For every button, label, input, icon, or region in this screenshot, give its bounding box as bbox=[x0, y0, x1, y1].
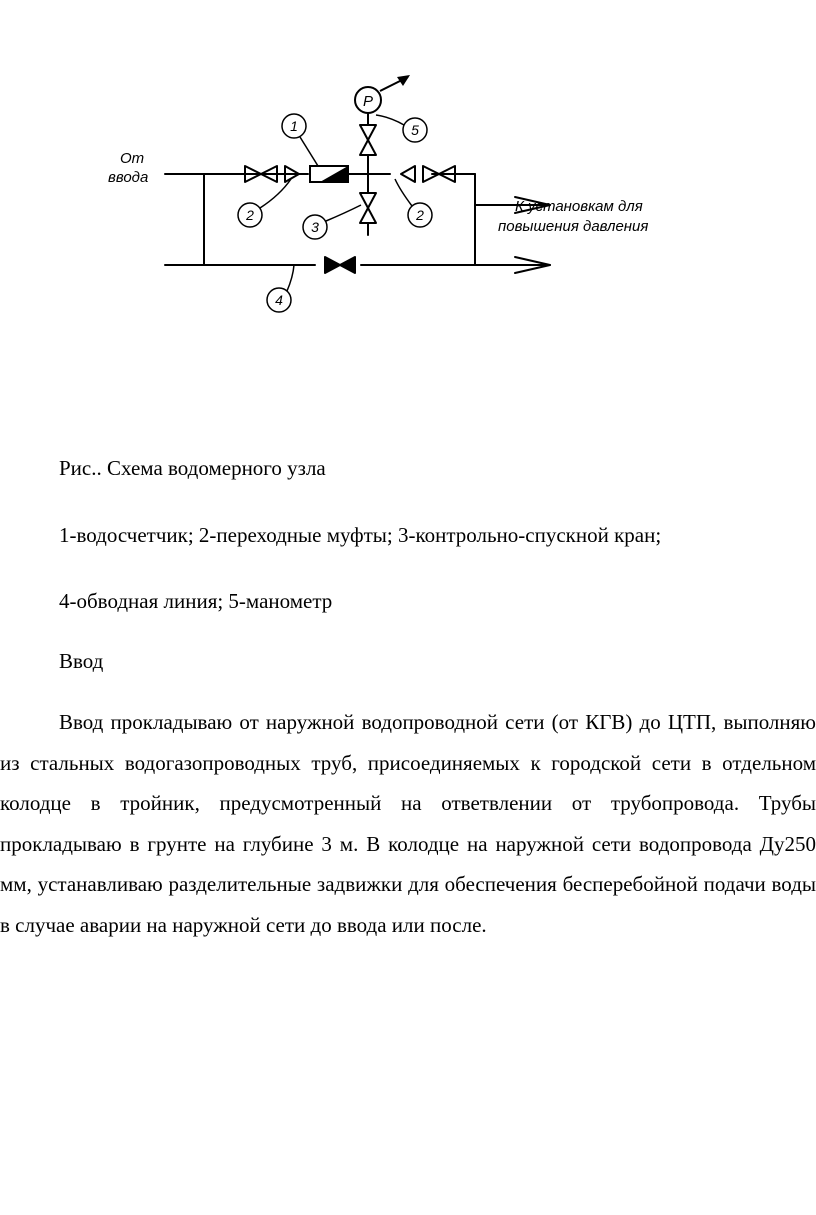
bypass-valve-half-b bbox=[340, 257, 355, 273]
drain-valve-bottom bbox=[360, 208, 376, 223]
water-meter-icon bbox=[310, 166, 348, 182]
figure-legend-line-1: 1-водосчетчик; 2-переходные муфты; 3-контрольно-спускной кран; bbox=[59, 523, 662, 547]
callout-number-2-right: 2 bbox=[416, 207, 424, 223]
label-to-line2: повышения давления bbox=[498, 218, 649, 235]
callout-number-5: 5 bbox=[411, 122, 419, 138]
section-heading: Ввод bbox=[59, 649, 104, 673]
callout-leader-1 bbox=[300, 137, 318, 166]
figure-legend-line-2: 4-обводная линия; 5-манометр bbox=[59, 589, 333, 613]
coupling-right-icon bbox=[401, 166, 415, 182]
body-paragraph: Ввод прокладываю от наружной водопроводной сети (от КГВ) до ЦТП, выполняю из стальных водогазопроводных труб, присоединяемых к городской сети в отдельном колодце в тройник, предусмотренный на ответвлении от трубопровода. Трубы прокладываю в грунте на глубине 3 м. В колодце на наружной сети водопровода Ду250 мм, устанавливаю разделительные задвижки для обеспечения бесперебойной подачи воды в случае аварии на наружной сети до ввода или после. bbox=[0, 710, 816, 937]
callout-leader-4 bbox=[287, 265, 294, 291]
callout-number-4: 4 bbox=[275, 292, 283, 308]
figure-caption-title: Рис.. Схема водомерного узла bbox=[59, 456, 326, 480]
pressure-gauge-icon bbox=[355, 75, 410, 113]
callout-leader-5 bbox=[376, 115, 404, 125]
gauge-valve-top bbox=[360, 125, 376, 140]
callout-leader-2-right bbox=[395, 179, 412, 206]
callout-leader-3 bbox=[326, 205, 361, 221]
bypass-valve-half-a bbox=[325, 257, 340, 273]
callout-leader-2-left bbox=[260, 179, 291, 208]
drain-valve-top bbox=[360, 193, 376, 208]
gauge-valve-bottom bbox=[360, 140, 376, 155]
svg-text:P: P bbox=[362, 93, 374, 110]
label-from-line2: ввода bbox=[108, 169, 149, 186]
callout-number-2-left: 2 bbox=[246, 207, 254, 223]
callout-number-1: 1 bbox=[290, 118, 298, 134]
callout-number-3: 3 bbox=[311, 219, 319, 235]
label-to-line1: К установкам для bbox=[515, 198, 643, 215]
water-meter-scheme-diagram bbox=[90, 55, 690, 335]
label-from-line1: От bbox=[120, 150, 145, 167]
